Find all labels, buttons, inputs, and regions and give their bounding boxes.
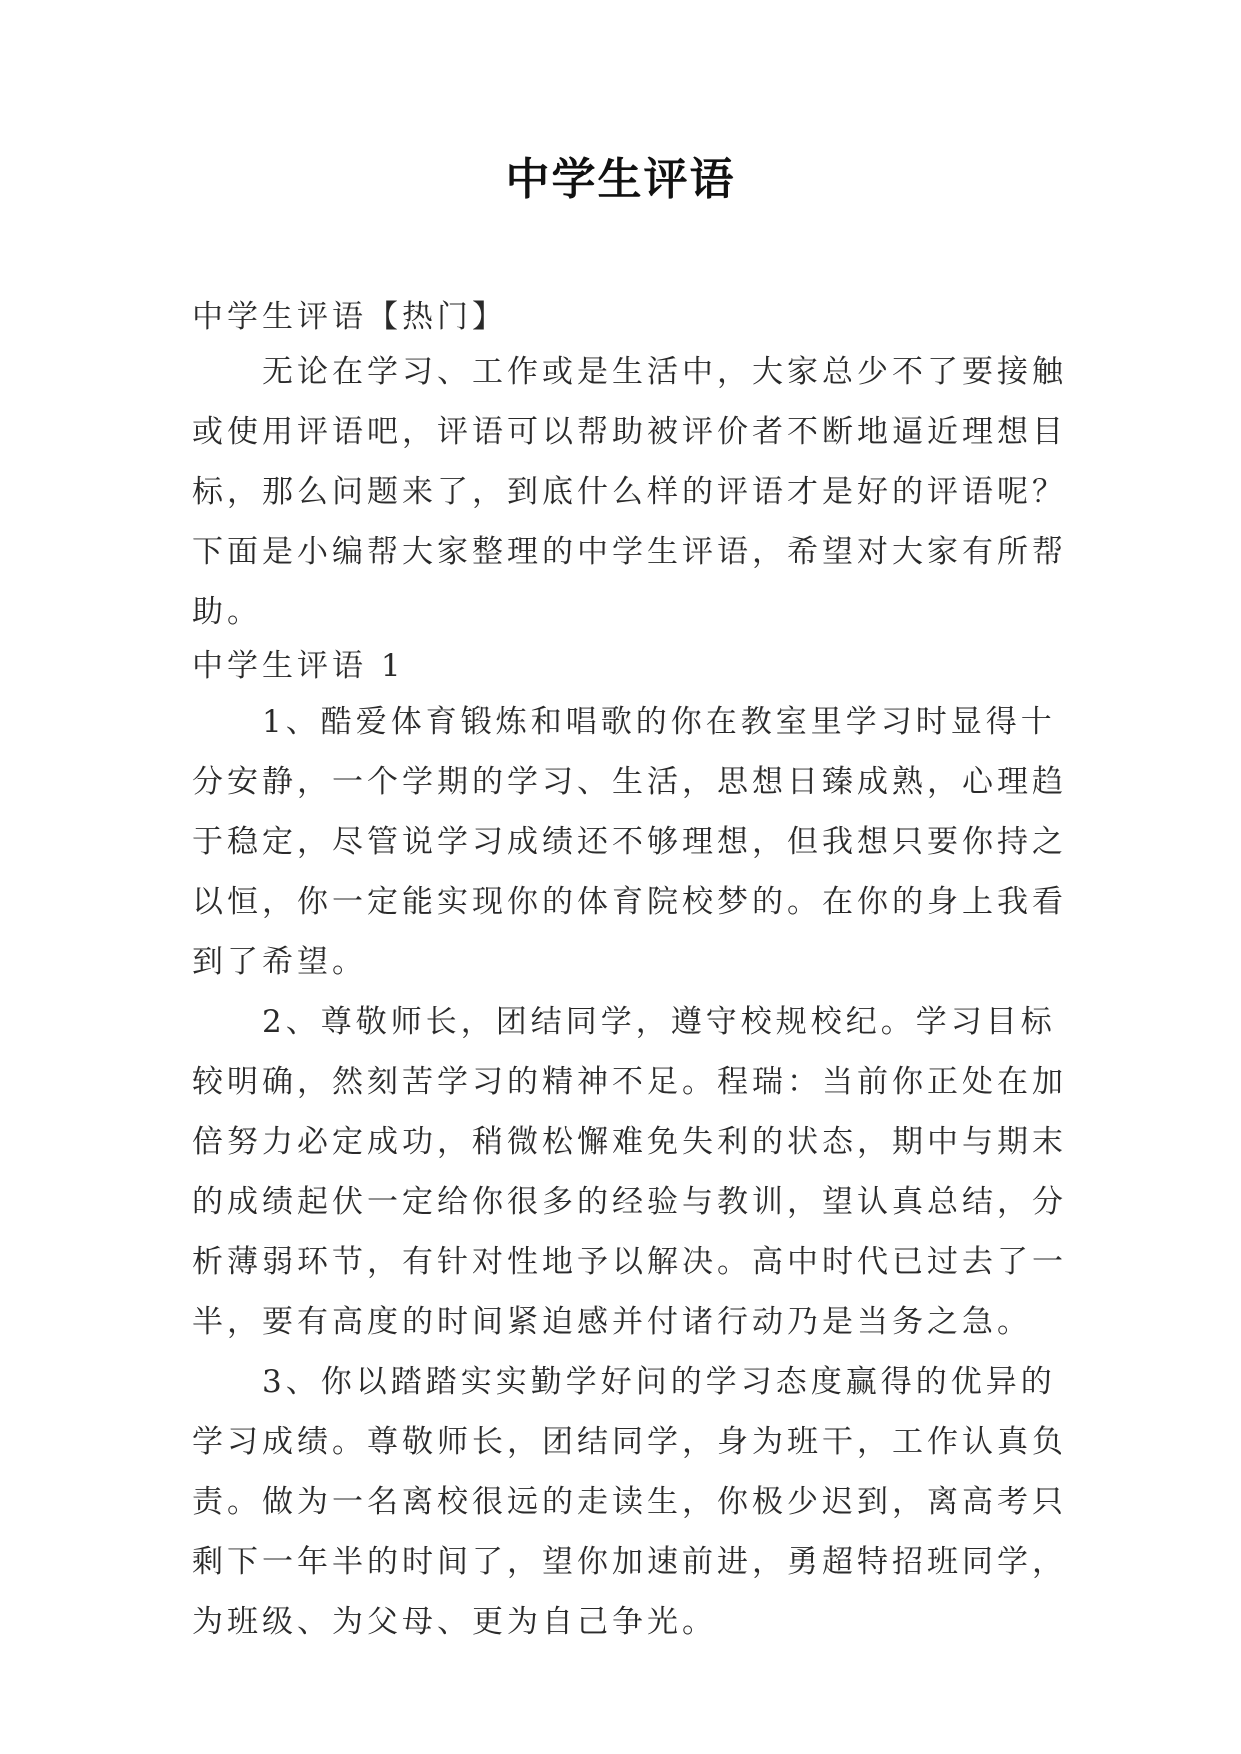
- comment-item-3: 3、你以踏踏实实勤学好问的学习态度赢得的优异的学习成绩。尊敬师长，团结同学，身为班干，工作认真负责。做为一名离校很远的走读生，你极少迟到，离高考只剩下一年半的时间了，望你加速前进，勇超特招班同学，为班级、为父母、更为自己争光。: [192, 1364, 1067, 1640]
- comment-item-2: 2、尊敬师长，团结同学，遵守校规校纪。学习目标较明确，然刻苦学习的精神不足。程瑞：当前你正处在加倍努力必定成功，稍微松懈难免失利的状态，期中与期末的成绩起伏一定给你很多的经验与教训，望认真总结，分析薄弱环节，有针对性地予以解决。高中时代已过去了一半，要有高度的时间紧迫感并付诸行动乃是当务之急。: [192, 1004, 1067, 1340]
- document-title: 中学生评语: [505, 154, 736, 205]
- comment-item-1: 1、酷爱体育锻炼和唱歌的你在教室里学习时显得十分安静，一个学期的学习、生活，思想日臻成熟，心理趋于稳定，尽管说学习成绩还不够理想，但我想只要你持之以恒，你一定能实现你的体育院校梦的。在你的身上我看到了希望。: [192, 704, 1067, 980]
- intro-paragraph: 无论在学习、工作或是生活中，大家总少不了要接触或使用评语吧，评语可以帮助被评价者不断地逼近理想目标，那么问题来了，到底什么样的评语才是好的评语呢？下面是小编帮大家整理的中学生评语，希望对大家有所帮助。: [192, 354, 1067, 630]
- section-heading: 中学生评语 1: [192, 648, 405, 684]
- intro-heading: 中学生评语【热门】: [192, 299, 507, 335]
- intro-section: [192, 342, 1070, 642]
- section-body: [192, 692, 1070, 1652]
